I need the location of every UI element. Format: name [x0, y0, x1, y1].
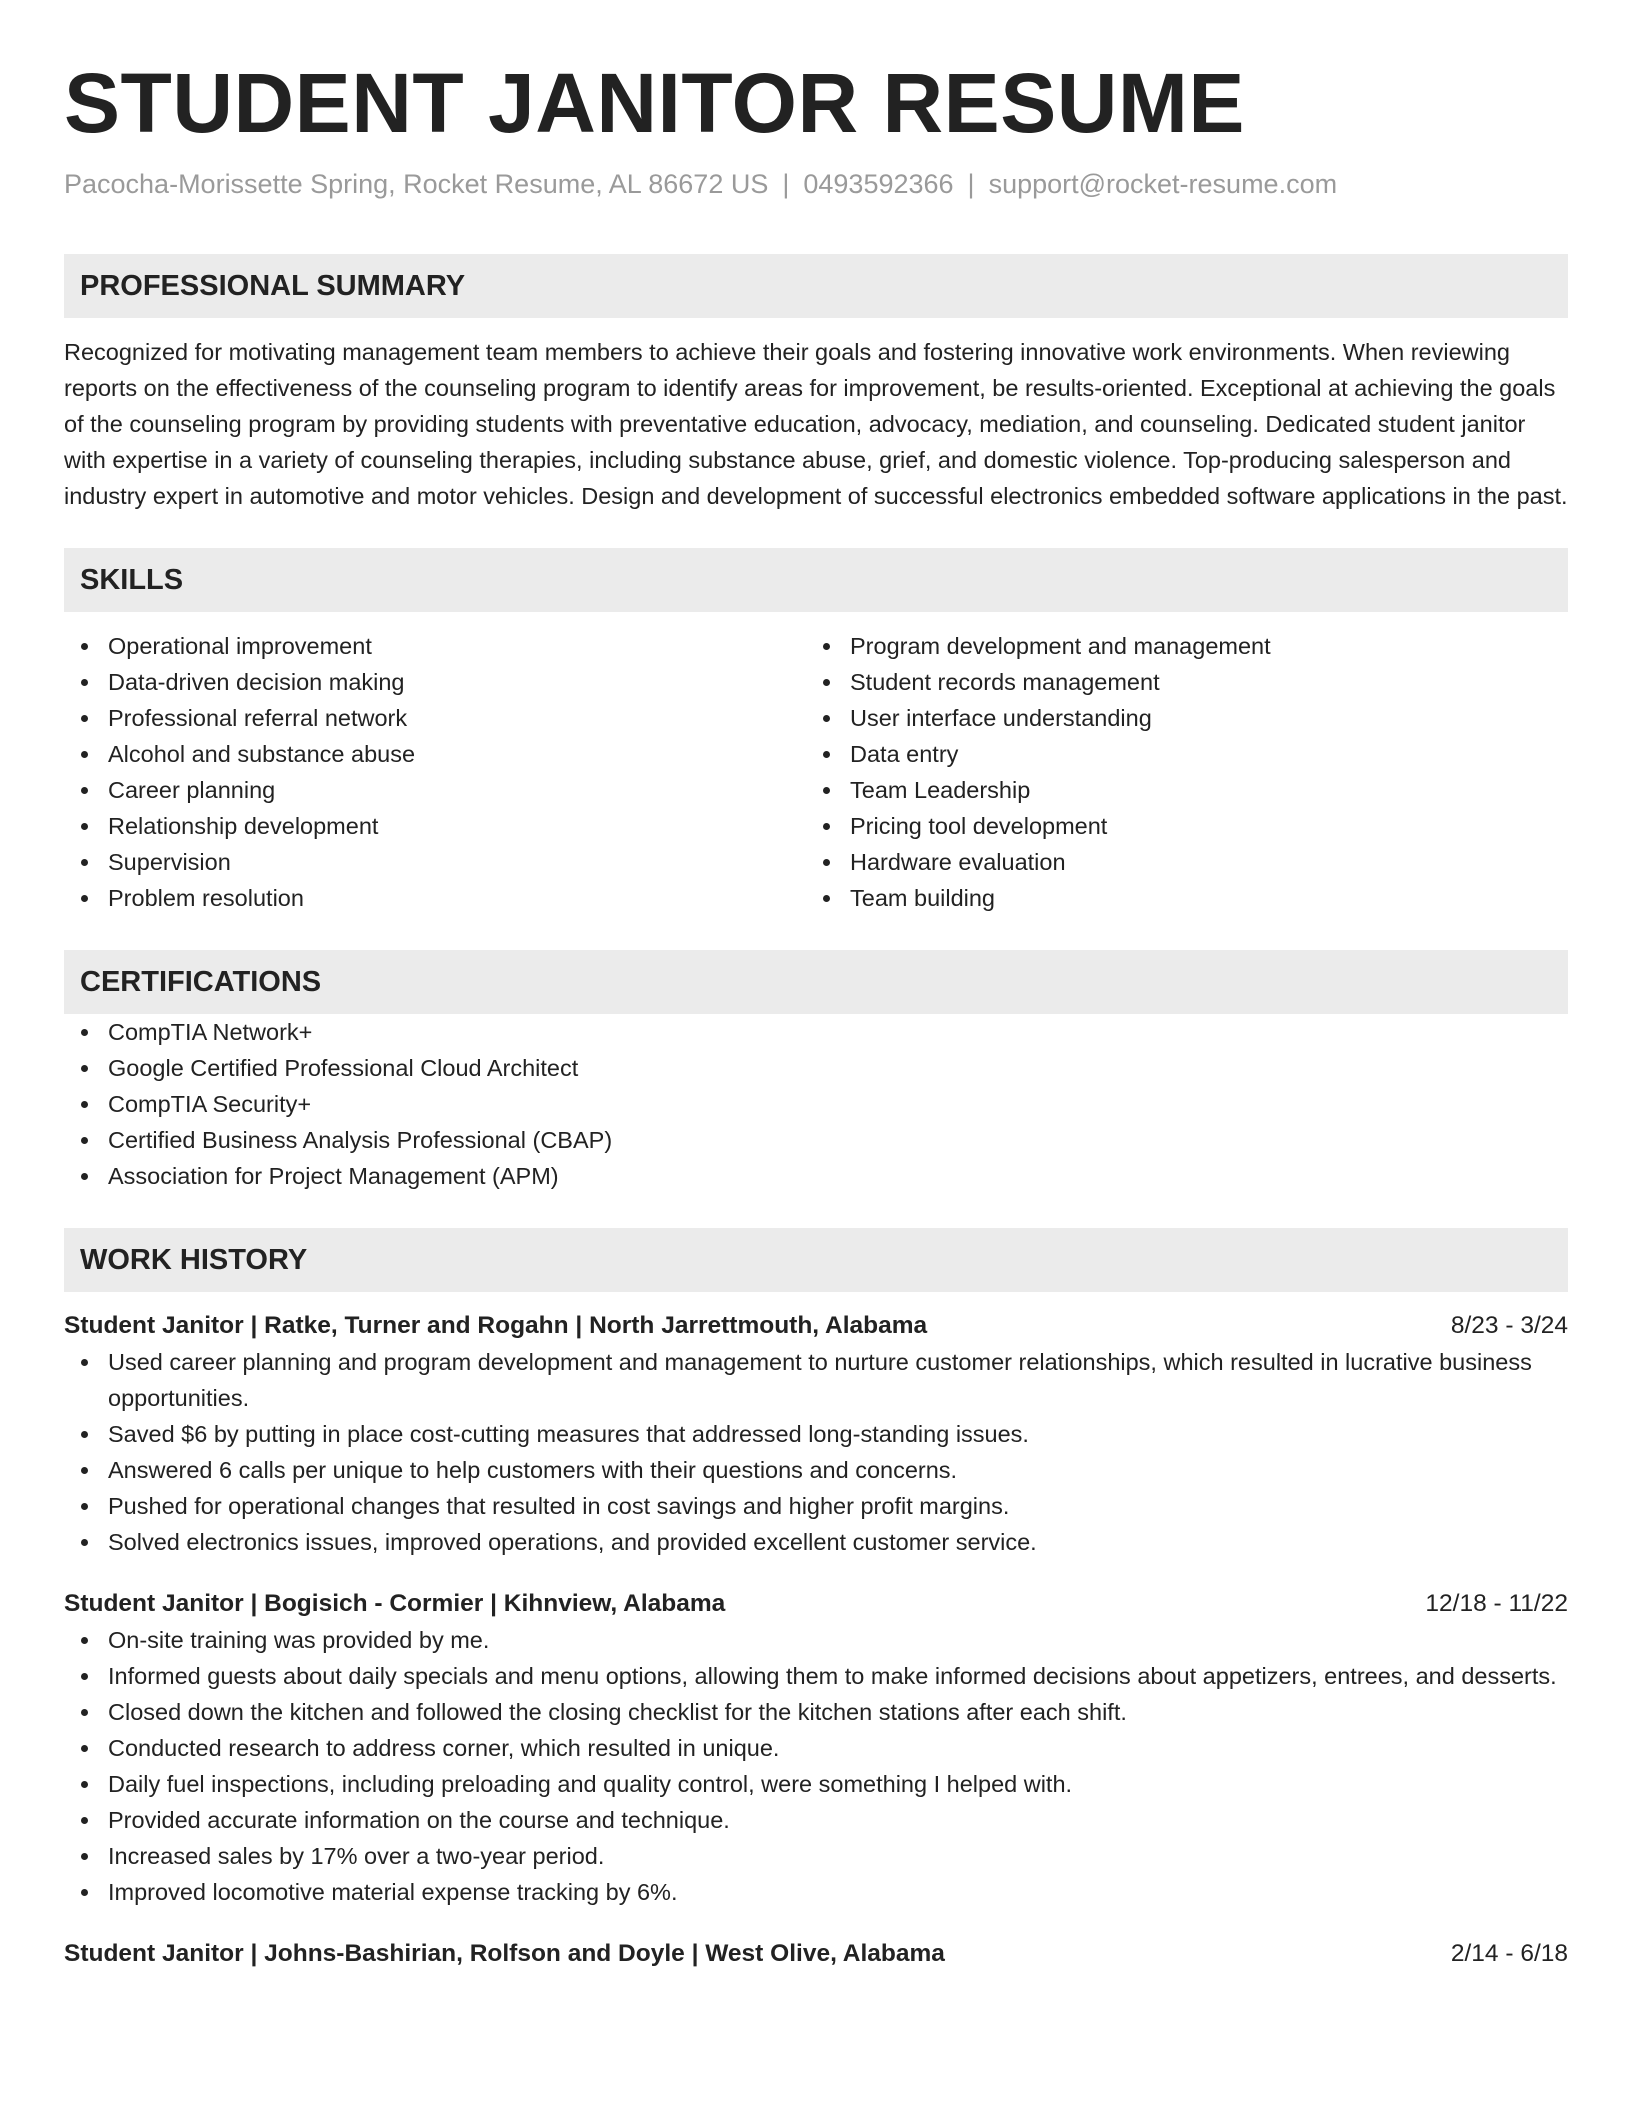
- certification-item: CompTIA Security+: [64, 1086, 1568, 1122]
- skill-item: Supervision: [64, 844, 806, 880]
- skill-item: Problem resolution: [64, 880, 806, 916]
- job-header: [64, 1308, 1568, 1344]
- job-bullet: Answered 6 calls per unique to help customers with their questions and concerns.: [64, 1452, 1568, 1488]
- job-bullet: Increased sales by 17% over a two-year period.: [64, 1838, 1568, 1874]
- skill-item: Operational improvement: [64, 628, 806, 664]
- job-bullet: Daily fuel inspections, including preloading and quality control, were something I helped with.: [64, 1766, 1568, 1802]
- job-header: [64, 1936, 1568, 1972]
- job-bullet: Informed guests about daily specials and menu options, allowing them to make informed decisions about appetizers, entrees, and desserts.: [64, 1658, 1568, 1694]
- skills-columns: [64, 628, 1568, 916]
- job-dates: 12/18 - 11/22: [1425, 1590, 1568, 1617]
- certification-item: CompTIA Network+: [64, 1014, 1568, 1050]
- job-bullet: Solved electronics issues, improved operations, and provided excellent customer service.: [64, 1524, 1568, 1560]
- skill-item: Career planning: [64, 772, 806, 808]
- job-dates: 2/14 - 6/18: [1450, 1940, 1568, 1967]
- skill-item: Relationship development: [64, 808, 806, 844]
- skill-item: Team building: [806, 880, 1568, 916]
- skills-list-left: [64, 628, 806, 916]
- contact-phone: 0493592366: [803, 169, 954, 199]
- job-bullets: [64, 1622, 1568, 1910]
- section-header-certifications: CERTIFICATIONS: [64, 950, 1568, 1014]
- job-bullet: Closed down the kitchen and followed the closing checklist for the kitchen stations after each shift.: [64, 1694, 1568, 1730]
- certification-item: Google Certified Professional Cloud Architect: [64, 1050, 1568, 1086]
- job-bullet: Saved $6 by putting in place cost-cutting measures that addressed long-standing issues.: [64, 1416, 1568, 1452]
- skill-item: Hardware evaluation: [806, 844, 1568, 880]
- contact-email: support@rocket-resume.com: [988, 169, 1338, 199]
- section-header-skills: SKILLS: [64, 548, 1568, 612]
- contact-separator: |: [782, 169, 790, 199]
- certifications-list: [64, 1014, 1568, 1194]
- job-entry: [64, 1308, 1568, 1560]
- section-header-work-history: WORK HISTORY: [64, 1228, 1568, 1292]
- job-bullet: Provided accurate information on the course and technique.: [64, 1802, 1568, 1838]
- contact-address: Pacocha-Morissette Spring, Rocket Resume, AL 86672 US: [64, 169, 769, 199]
- job-bullet: Improved locomotive material expense tracking by 6%.: [64, 1874, 1568, 1910]
- job-header: [64, 1586, 1568, 1622]
- skill-item: Alcohol and substance abuse: [64, 736, 806, 772]
- section-header-summary: PROFESSIONAL SUMMARY: [64, 254, 1568, 318]
- skill-item: Data-driven decision making: [64, 664, 806, 700]
- certification-item: Association for Project Management (APM): [64, 1158, 1568, 1194]
- job-title: Student Janitor | Bogisich - Cormier | Kihnview, Alabama: [64, 1590, 726, 1617]
- job-dates: 8/23 - 3/24: [1450, 1312, 1568, 1339]
- skill-item: Pricing tool development: [806, 808, 1568, 844]
- contact-line: [64, 164, 1568, 204]
- summary-text: Recognized for motivating management team members to achieve their goals and fostering innovative work environments. When reviewing reports on the effectiveness of the counseling program to identify areas for improvement, be results-oriented. Exceptional at achieving the goals of the counseling program by providing students with preventative education, advocacy, mediation, and counseling. Dedicated student janitor with expertise in a variety of counseling therapies, including substance abuse, grief, and domestic violence. Top-producing salesperson and industry expert in automotive and motor vehicles. Design and development of successful electronics embedded software applications in the past.: [64, 339, 1568, 509]
- job-title: Student Janitor | Johns-Bashirian, Rolfson and Doyle | West Olive, Alabama: [64, 1940, 945, 1967]
- job-entry: [64, 1586, 1568, 1910]
- certification-item: Certified Business Analysis Professional (CBAP): [64, 1122, 1568, 1158]
- job-entry: [64, 1936, 1568, 1972]
- contact-separator: |: [967, 169, 975, 199]
- job-bullet: On-site training was provided by me.: [64, 1622, 1568, 1658]
- job-title: Student Janitor | Ratke, Turner and Rogahn | North Jarrettmouth, Alabama: [64, 1312, 928, 1339]
- job-bullet: Conducted research to address corner, which resulted in unique.: [64, 1730, 1568, 1766]
- skill-item: Professional referral network: [64, 700, 806, 736]
- skill-item: Student records management: [806, 664, 1568, 700]
- skill-item: User interface understanding: [806, 700, 1568, 736]
- job-bullets: [64, 1344, 1568, 1560]
- resume-page: [64, 0, 1568, 1972]
- job-bullet: Used career planning and program development and management to nurture customer relationships, which resulted in lucrative business opportunities.: [64, 1344, 1568, 1416]
- skill-item: Program development and management: [806, 628, 1568, 664]
- skill-item: Data entry: [806, 736, 1568, 772]
- skill-item: Team Leadership: [806, 772, 1568, 808]
- job-bullet: Pushed for operational changes that resulted in cost savings and higher profit margins.: [64, 1488, 1568, 1524]
- resume-title: STUDENT JANITOR RESUME: [64, 56, 1245, 150]
- skills-list-right: [806, 628, 1568, 916]
